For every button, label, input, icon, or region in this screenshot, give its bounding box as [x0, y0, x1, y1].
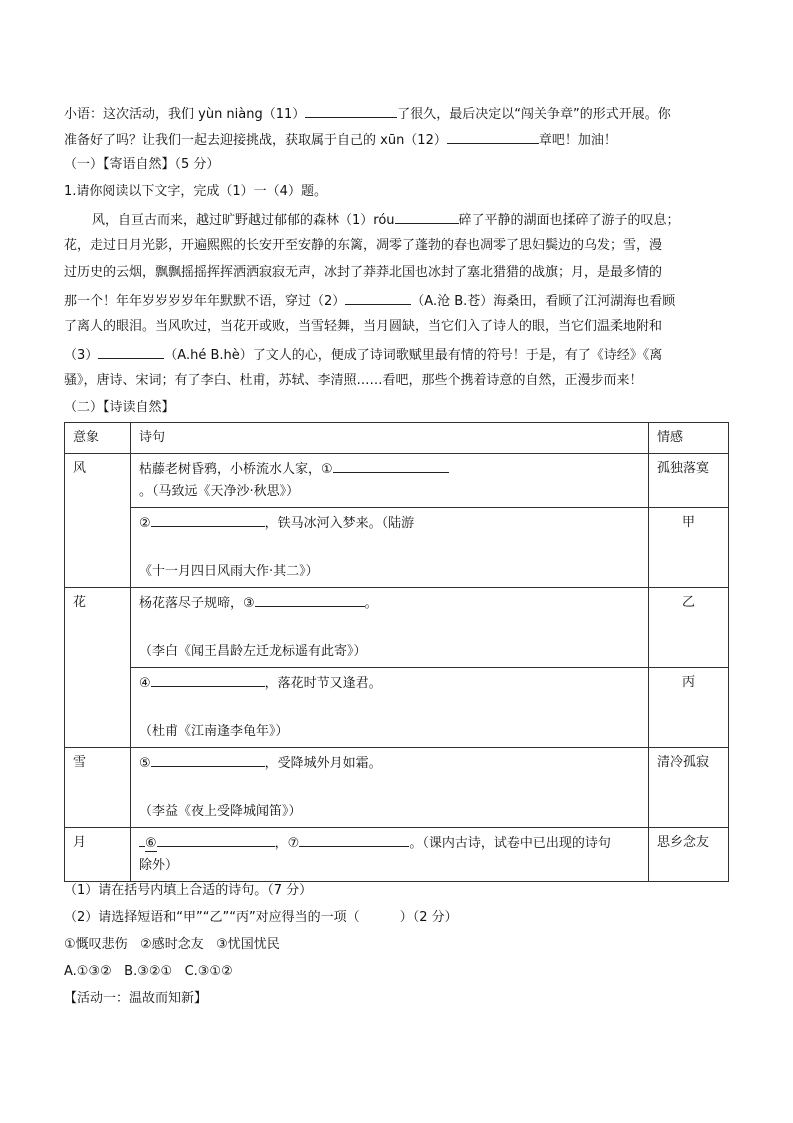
verse-text: ，铁马冰河入梦来。（陆游	[264, 516, 415, 531]
question-1: 1.请你阅读以下文字，完成（1）一（4）题。	[64, 184, 327, 199]
verse-blank-6[interactable]	[157, 832, 275, 847]
verse-number: ，⑦	[274, 836, 300, 851]
verse-blank-1[interactable]	[333, 458, 449, 473]
verse-text: 。（课内古诗，试卷中已出现的诗句	[409, 836, 611, 851]
verse-cell	[131, 748, 649, 828]
image-cell-moon: 月	[65, 828, 131, 882]
table-row	[65, 588, 729, 668]
table-row	[65, 668, 729, 748]
activity-heading: 【活动一：温故而知新】	[64, 991, 208, 1006]
subquestion-2	[64, 908, 458, 928]
verse-text: 枯藤老树昏鸦，小桥流水人家，①	[139, 462, 333, 477]
verse-blank-3[interactable]	[255, 592, 365, 607]
verse-cell	[131, 668, 649, 748]
passage-text: 风，自亘古而来，越过旷野越过郁郁的森林（1）róu	[92, 213, 395, 228]
answer-blank-12[interactable]	[447, 129, 539, 144]
emotion-cell: 甲	[649, 508, 729, 588]
verse-number: ④	[139, 676, 151, 691]
emotion-cell: 孤独落寞	[649, 454, 729, 508]
passage-text: （A.hé B.hè）了文人的心，便成了诗词歌赋里最有情的符号！于是，有了《诗经》《离	[164, 348, 663, 363]
verse-cell	[131, 828, 649, 882]
header-image: 意象	[65, 423, 131, 454]
question-text: （2）请选择短语和“甲”“乙”“丙”对应得当的一项（	[64, 910, 360, 925]
verse-blank-2[interactable]	[151, 512, 265, 527]
passage-text: （3）	[64, 348, 99, 363]
section1-heading: （一）【寄语自然】（5 分）	[64, 157, 220, 172]
passage-line: 花，走过日月光影，开遍熙熙的长安开至安静的东篱，凋零了蓬勃的春也凋零了思妇鬓边的乌发；雪，漫	[64, 238, 663, 253]
emotion-cell: 丙	[649, 668, 729, 748]
table-row	[65, 828, 729, 882]
subquestion-1: （1）请在括号内填上合适的诗句。（7 分）	[64, 883, 313, 898]
option-choices: A.①③② B.③②① C.③①②	[64, 964, 233, 979]
intro-text: 了很久，最后决定以“闯关争章”的形式开展。你	[397, 107, 671, 122]
verse-cell	[131, 454, 649, 508]
image-cell-flower: 花	[65, 588, 131, 748]
verse-blank-5[interactable]	[151, 752, 265, 767]
emotion-cell: 清冷孤寂	[649, 748, 729, 828]
poetry-table	[64, 422, 729, 882]
question-text: ）（2 分）	[399, 910, 458, 925]
table-row	[65, 508, 729, 588]
passage-line	[92, 209, 680, 231]
verse-source: （李白《闻王昌龄左迁龙标遥有此寄》）	[139, 644, 367, 659]
verse-source: （杜甫《江南逢李龟年》）	[139, 724, 289, 739]
verse-text: 。	[364, 596, 378, 611]
image-cell-snow: 雪	[65, 748, 131, 828]
intro-text: 章吧！加油！	[538, 133, 617, 148]
table-header-row	[65, 423, 729, 454]
answer-blank-1[interactable]	[395, 209, 459, 224]
passage-text: 那一个！年年岁岁岁岁年年默默不语，穿过（2）	[64, 294, 346, 309]
table-row	[65, 454, 729, 508]
emotion-cell: 乙	[649, 588, 729, 668]
answer-blank-3[interactable]	[98, 344, 164, 359]
header-verse: 诗句	[131, 423, 649, 454]
passage-line	[64, 290, 675, 312]
passage-text: 碎了平静的湖面也揉碎了游子的叹息；	[458, 213, 680, 228]
section2-heading: （二）【诗读自然】	[64, 400, 175, 415]
verse-text: ，受降城外月如霜。	[264, 756, 382, 771]
verse-blank-7[interactable]	[299, 832, 409, 847]
passage-text: （A.沧 B.苍）海桑田，看顾了江河湖海也看顾	[411, 294, 676, 309]
passage-line	[64, 344, 662, 366]
verse-cell	[131, 508, 649, 588]
passage-line: 骚》，唐诗、宋词；有了李白、杜甫，苏轼、李清照……看吧，那些个携着诗意的自然，正漫步而来！	[64, 373, 643, 388]
verse-text: 杨花落尽子规啼，③	[139, 596, 255, 611]
intro-text: 小语：这次活动，我们 yùn niàng（11）	[64, 107, 306, 122]
verse-text: ，落花时节又逢君。	[264, 676, 382, 691]
table-row	[65, 748, 729, 828]
answer-blank-11[interactable]	[305, 103, 397, 118]
header-emotion: 情感	[649, 423, 729, 454]
verse-source: 。（马致远《天净沙·秋思》）	[139, 484, 300, 499]
verse-number: ⑥	[145, 836, 157, 851]
option-phrases: ①慨叹悲伤 ②感时念友 ③忧国忧民	[64, 937, 280, 952]
intro-text: 准备好了吗？让我们一起去迎接挑战，获取属于自己的 xūn（12）	[64, 133, 447, 148]
emotion-cell: 思乡念友	[649, 828, 729, 882]
verse-text: 除外）	[139, 858, 179, 873]
verse-number: ⑤	[139, 756, 151, 771]
answer-blank-2[interactable]	[345, 290, 411, 305]
passage-line: 了离人的眼泪。当风吹过，当花开或败，当雪轻舞，当月圆缺，当它们入了诗人的眼，当它们温柔地附和	[64, 319, 663, 334]
verse-cell	[131, 588, 649, 668]
intro-line-2	[64, 129, 617, 151]
verse-blank-4[interactable]	[151, 672, 265, 687]
image-cell-wind: 风	[65, 454, 131, 588]
passage-line: 过历史的云烟，飘飘摇摇挥挥洒洒寂寂无声，冰封了莽莽北国也冰封了塞北猎猎的战旗；月，是最多情的	[64, 265, 663, 280]
intro-line-1	[64, 103, 671, 125]
verse-number: ②	[139, 516, 151, 531]
verse-source: （李益《夜上受降城闻笛》）	[139, 804, 302, 819]
verse-source: 《十一月四日风雨大作·其二》）	[139, 564, 319, 579]
